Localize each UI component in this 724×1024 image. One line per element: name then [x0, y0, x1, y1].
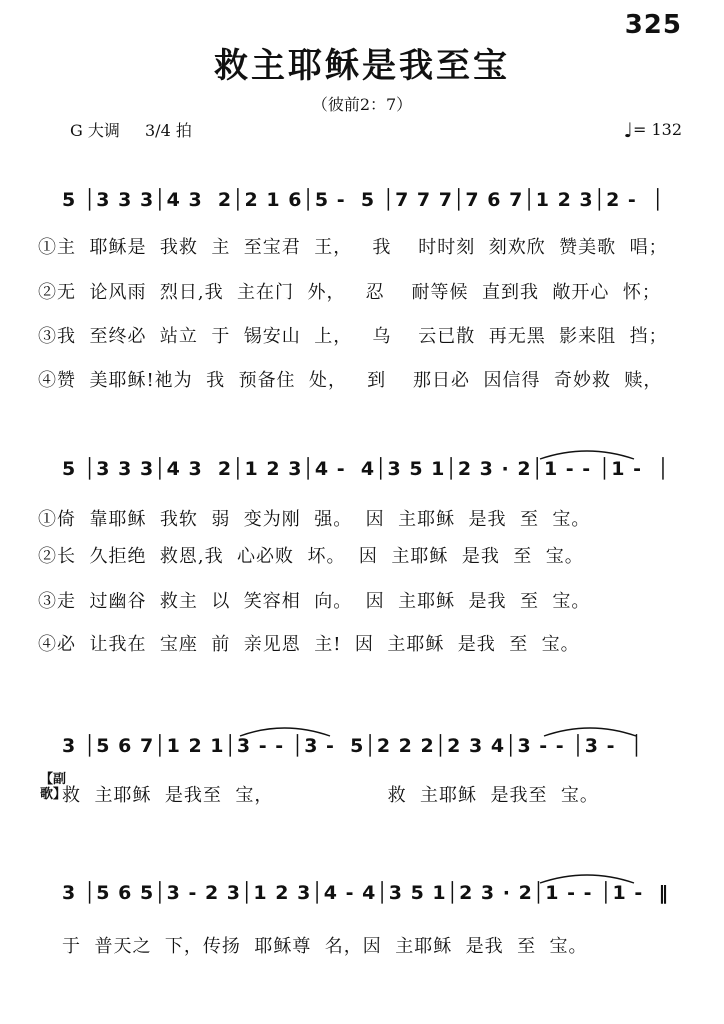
- time-signature: 3/4 拍: [145, 121, 192, 140]
- music-notation: 3 │5 6 5│3 - 2 3│1 2 3│4 - 4│3 5 1│2 3 · 2│1 - - │1 - ‖: [62, 882, 669, 904]
- lyric-line: ④赞 美耶稣!祂为 我 预备住 处， 到 那日必 因信得 奇妙救 赎，: [38, 370, 663, 391]
- lyric-line: ②长 久拒绝 救恩,我 心必败 坏。 因 主耶稣 是我 至 宝。: [38, 546, 584, 567]
- lyric-line: 救 主耶稣 是我至 宝， 救 主耶稣 是我至 宝。: [62, 785, 599, 806]
- lyric-line: 于 普天之 下，传扬 耶稣尊 名，因 主耶稣 是我 至 宝。: [62, 936, 588, 957]
- music-line-2: [62, 455, 684, 483]
- lyric-line: ①倚 靠耶稣 我软 弱 变为刚 强。 因 主耶稣 是我 至 宝。: [38, 509, 591, 530]
- chorus-label: 【副歌】: [40, 772, 67, 802]
- music-line-1: [62, 186, 684, 214]
- tempo-marking: [624, 118, 682, 142]
- music-notation: 5 │3 3 3│4 3 2│1 2 3│4 - 4│3 5 1│2 3 · 2│1 - - │1 - │: [62, 458, 670, 480]
- music-line-4: [62, 879, 684, 907]
- page-number: 325: [624, 10, 682, 40]
- music-line-3: [62, 732, 684, 760]
- quarter-note-icon: ♩: [623, 118, 633, 142]
- hymn-title: 救主耶稣是我至宝: [214, 46, 510, 86]
- lyric-line: ④必 让我在 宝座 前 亲见恩 主! 因 主耶稣 是我 至 宝。: [38, 634, 580, 655]
- music-notation: 3 │5 6 7│1 2 1│3 - - │3 - 5│2 2 2│2 3 4│3 - - │3 - │: [62, 735, 644, 757]
- lyric-line: ①主 耶稣是 我救 主 至宝君 王， 我 时时刻 刻欢欣 赞美歌 唱；: [38, 237, 668, 258]
- lyric-line: ③我 至终必 站立 于 锡安山 上， 乌 云已散 再无黑 影来阻 挡；: [38, 326, 668, 347]
- tempo-value: = 132: [632, 120, 682, 139]
- lyric-line: ③走 过幽谷 救主 以 笑容相 向。 因 主耶稣 是我 至 宝。: [38, 591, 591, 612]
- music-notation: 5 │3 3 3│4 3 2│2 1 6│5 - 5 │7 7 7│7 6 7│1 2 3│2 - │: [62, 189, 665, 211]
- scripture-reference: （彼前2：7）: [311, 95, 413, 114]
- key-signature: G 大调: [70, 121, 120, 140]
- lyric-line: ②无 论风雨 烈日,我 主在门 外， 忍 耐等候 直到我 敞开心 怀；: [38, 282, 661, 303]
